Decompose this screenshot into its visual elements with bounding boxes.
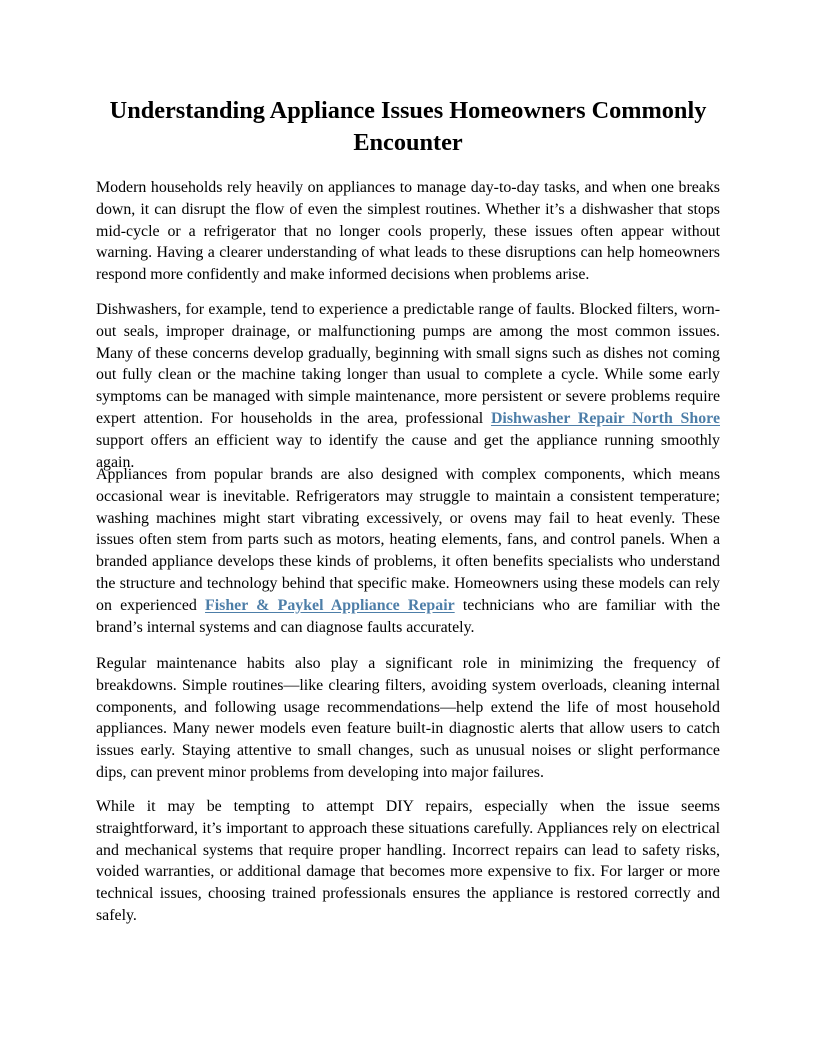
paragraph-text: technicians who are familiar with the brand’s internal systems and can diagnose faults accurately. (96, 596, 721, 636)
paragraph-text: support offers an efficient way to identify the cause and get the appliance running smoothly again. (96, 431, 720, 471)
paragraph-maintenance (96, 653, 720, 784)
paragraph-text: Appliances from popular brands are also designed with complex components, which means occasional wear is inevitable. Refrigerators may struggle to maintain a consistent temperature; washing machines might start vibrating excessively, or ovens may fail to heat evenly. These issues often stem from parts such as motors, heating elements, fans, and control panels. When a branded appliance develops these kinds of problems, it often benefits specialists who understand the structure and technology behind that specific make. Homeowners using these models can rely on experienced (96, 466, 720, 614)
paragraph-diy (96, 796, 720, 927)
page-title: Understanding Appliance Issues Homeowners Commonly Encounter (109, 97, 707, 156)
paragraph-text: Modern households rely heavily on appliances to manage day-to-day tasks, and when one breaks down, it can disrupt the flow of even the simplest routines. Whether it’s a dishwasher that stops mid-cycle or a refrigerator that no longer cools properly, these issues often appear without warning. Having a clearer understanding of what leads to these disruptions can help homeowners respond more confidently and make informed decisions when problems arise. (96, 179, 720, 284)
paragraph-intro (96, 177, 720, 286)
dishwasher-repair-link[interactable]: Dishwasher Repair North Shore (490, 409, 720, 427)
paragraph-text: Regular maintenance habits also play a significant role in minimizing the frequency of breakdowns. Simple routines—like clearing filters, avoiding system overloads, cleaning internal components, and following usage recommendations—help extend the life of most household appliances. Many newer models even feature built-in diagnostic alerts that allow users to catch issues early. Staying attentive to small changes, such as unusual noises or slight performance dips, can prevent minor problems from developing into major failures. (96, 655, 720, 781)
paragraph-dishwashers (96, 299, 720, 473)
paragraph-text: Dishwashers, for example, tend to experience a predictable range of faults. Blocked filters, worn-out seals, improper drainage, or malfunctioning pumps are among the most common issues. Many of these concerns develop gradually, beginning with small signs such as dishes not coming out fully clean or the machine taking longer than usual to complete a cycle. While some early symptoms can be managed with simple maintenance, more persistent or severe problems require expert attention. For households in the area, professional (96, 301, 720, 427)
fisher-paykel-repair-link[interactable]: Fisher & Paykel Appliance Repair (205, 596, 455, 614)
paragraph-text: While it may be tempting to attempt DIY repairs, especially when the issue seems straightforward, it’s important to approach these situations carefully. Appliances rely on electrical and mechanical systems that require proper handling. Incorrect repairs can lead to safety risks, voided warranties, or additional damage that becomes more expensive to fix. For larger or more technical issues, choosing trained professionals ensures the appliance is restored correctly and safely. (96, 798, 720, 924)
paragraph-brands (96, 464, 720, 638)
